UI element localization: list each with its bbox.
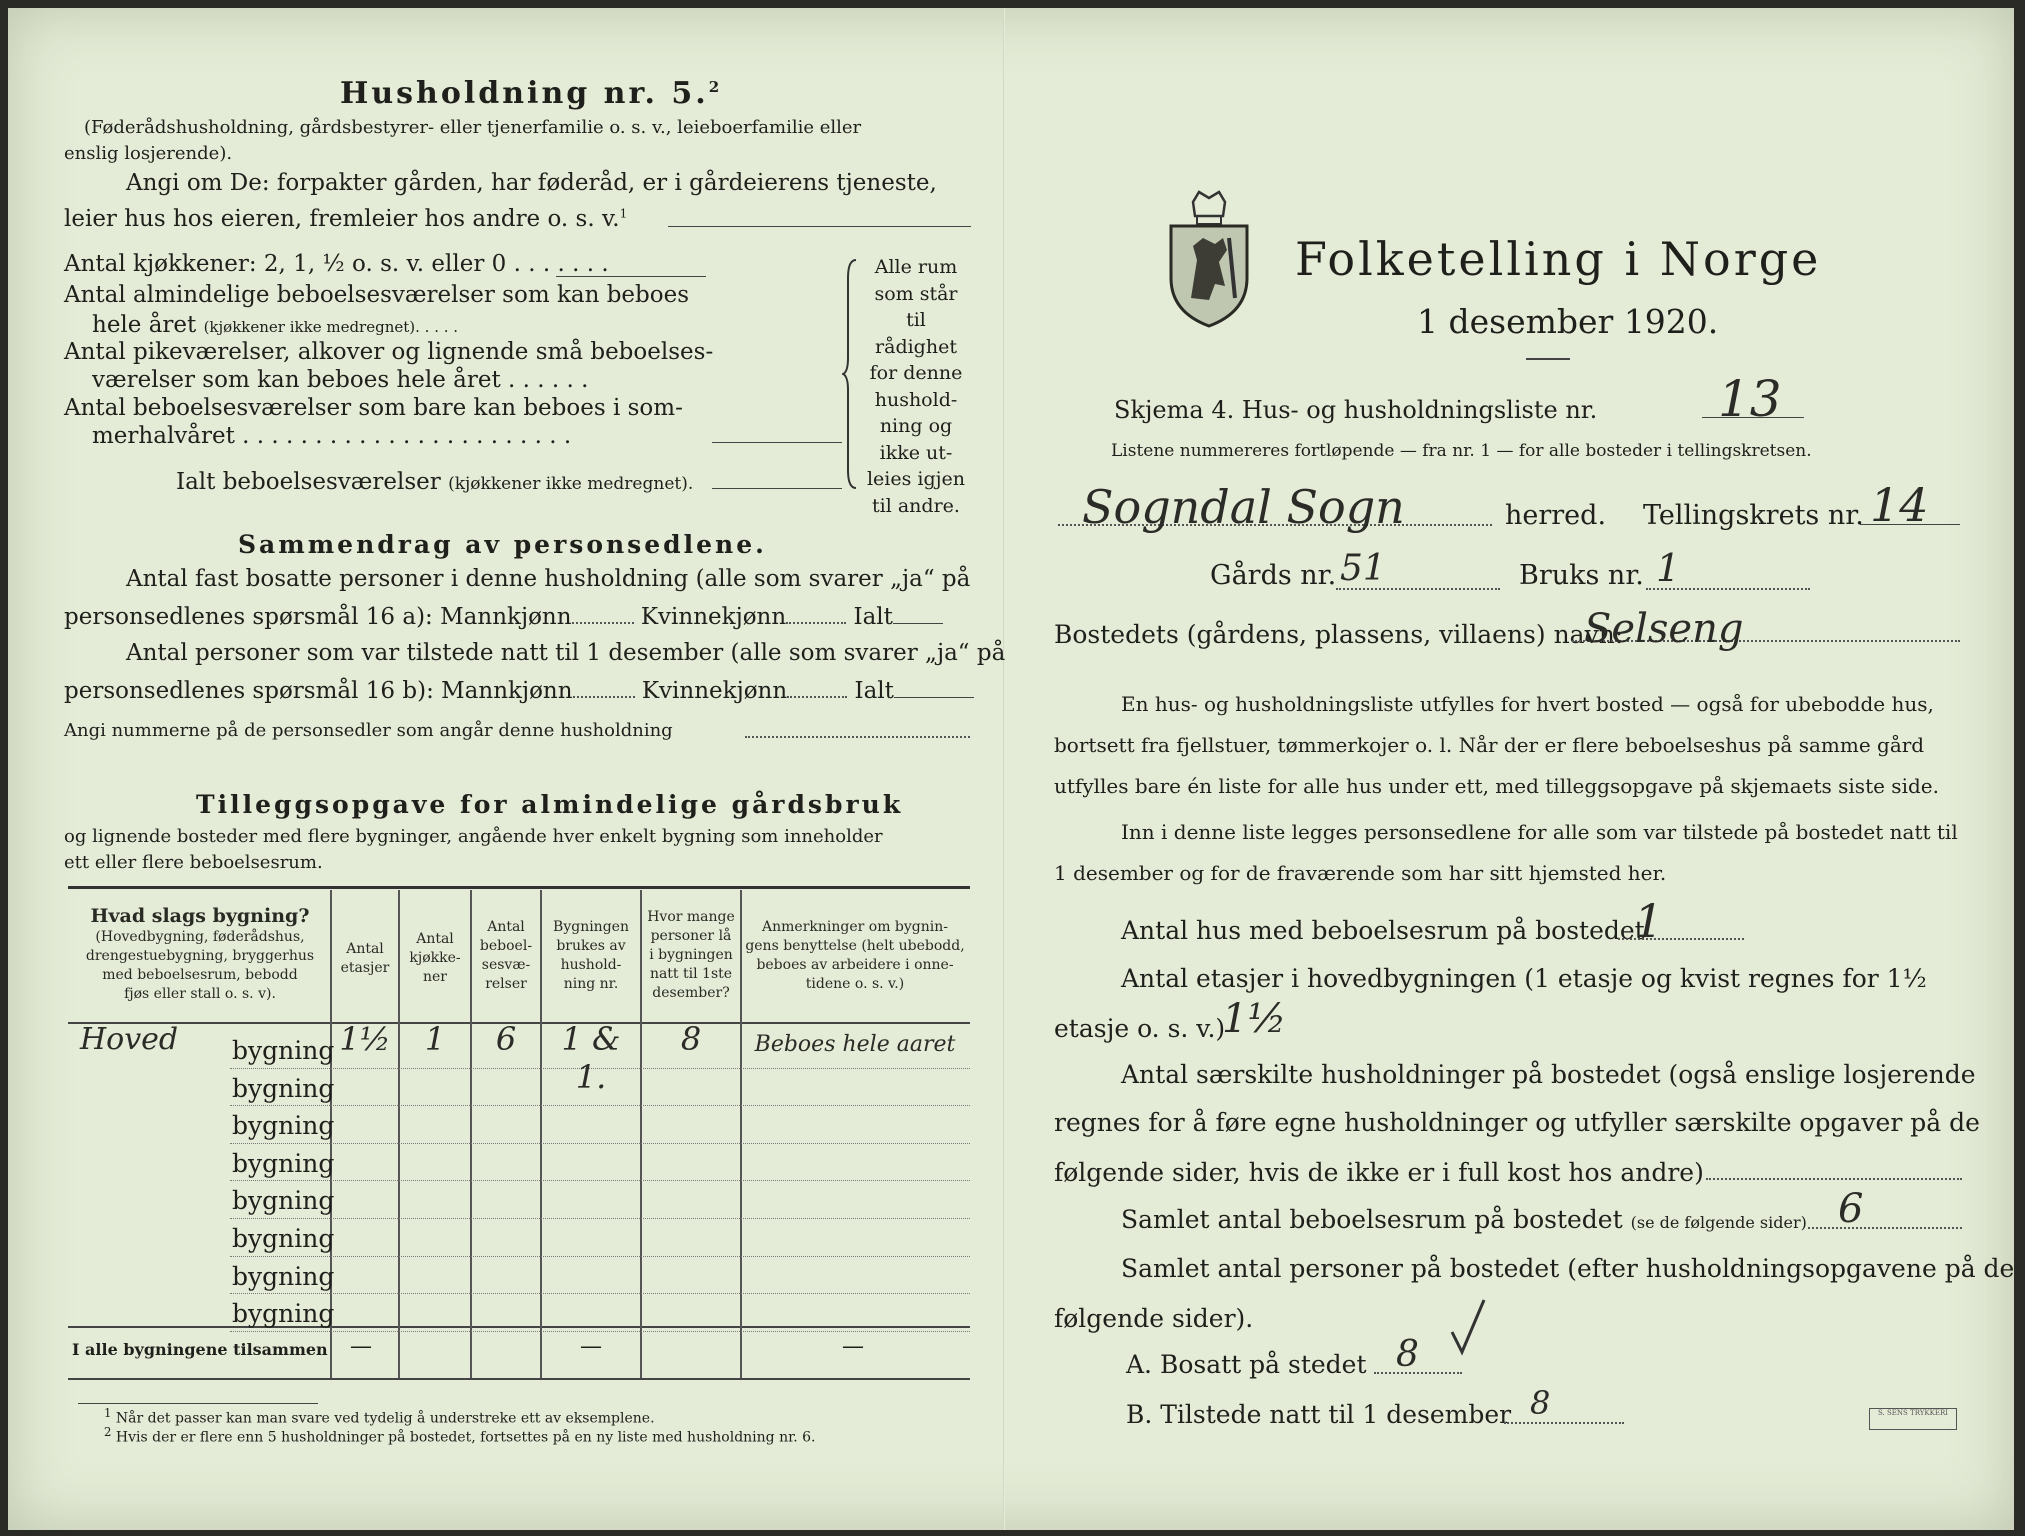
- side-note-line: ning og: [879, 415, 953, 437]
- personer-1: Samlet antal personer på bostedet (efter husholdningsopgavene på de: [1121, 1254, 2015, 1283]
- col-head-line: beboes av arbeidere i onne-: [756, 957, 954, 973]
- total-label: I alle bygningene tilsammen: [72, 1340, 328, 1359]
- row-bygning-label: bygning: [232, 1111, 335, 1141]
- col-head-kjokkener: [400, 930, 470, 987]
- instr-2: bortsett fra fjellstuer, tømmerkojer o. l. Når der er flere beboelseshus på samme gård: [1054, 733, 1925, 757]
- summary-line-4: [64, 678, 974, 704]
- table-row-line: [230, 1180, 970, 1181]
- rum-label-text: Samlet antal beboelsesrum på bostedet: [1121, 1205, 1623, 1234]
- summary-title: Sammendrag av personsedlene.: [238, 530, 767, 559]
- summary-kvinnekjonn-label-2: Kvinnekjønn: [641, 678, 788, 704]
- skjema-label: Skjema 4. Hus- og husholdningsliste nr.: [1114, 396, 1598, 424]
- summary-kvinnekjonn-label: Kvinnekjønn: [640, 604, 787, 630]
- household-subtitle: (Føderådshusholdning, gårdsbestyrer- eller tjenerfamilie o. s. v., leieboerfamilie eller: [84, 117, 862, 138]
- table-row-line: [230, 1105, 970, 1106]
- instr-3: utfylles bare én liste for alle hus under ett, med tilleggsopgave på skjemaets siste side.: [1054, 774, 1939, 798]
- col-head-line: Hvor mange: [647, 909, 735, 925]
- side-note-line: for denne: [869, 362, 963, 384]
- angi-line-2-text: leier hus hos eieren, fremleier hos andre o. s. v.: [64, 206, 620, 232]
- rum-note: (se de følgende sider): [1630, 1213, 1807, 1232]
- rooms-kitchen-note: (kjøkkener ikke medregnet). . . . .: [203, 318, 459, 336]
- census-date: 1 desember 1920.: [1417, 302, 1719, 341]
- tellingskrets-label: Tellingskrets nr.: [1643, 500, 1864, 531]
- row-husholdning-cell: 1 & 1.: [561, 1020, 621, 1096]
- brace-icon: [842, 258, 864, 490]
- rum-value: 6: [1838, 1186, 1864, 1232]
- rooms-small: Antal pikeværelser, alkover og lignende små beboelses-: [64, 339, 714, 365]
- ialt-answer: [893, 623, 943, 624]
- gards-value: 51: [1340, 548, 1386, 589]
- row-vaerelser-cell: 6: [495, 1020, 517, 1058]
- col-head-line: i bygningen: [649, 947, 733, 963]
- summary-ialt-label-2: Ialt: [854, 678, 894, 704]
- row-personer-cell: 8: [680, 1020, 702, 1058]
- col-head-type-line: fjøs eller stall o. s. v).: [124, 986, 276, 1002]
- bosatt-label: A. Bosatt på stedet: [1126, 1350, 1367, 1379]
- col-head-line: hushold-: [560, 957, 622, 973]
- row-bygning-label: bygning: [232, 1186, 335, 1216]
- rooms-hele-aret: hele året: [92, 312, 197, 338]
- kvinnekjonn-answer: [786, 622, 846, 624]
- rum-line: [1808, 1227, 1962, 1229]
- rooms-kitchens: Antal kjøkkener: 2, 1, ½ o. s. v. eller 0 . . . . . . .: [64, 251, 609, 277]
- sarskilte-2: regnes for å føre egne husholdninger og utfyller særskilte opgaver på de: [1054, 1108, 1980, 1137]
- row-building-type: Hoved: [80, 1022, 179, 1057]
- row-etasjer-cell: 1½: [339, 1020, 391, 1058]
- table-row-line: [230, 1331, 970, 1332]
- bosatt-value: 8: [1396, 1334, 1419, 1375]
- ialt-answer-line: [712, 488, 842, 489]
- side-note-line: som står til: [874, 282, 958, 331]
- instr-1: En hus- og husholdningsliste utfylles for hvert bosted — også for ubebodde hus,: [1121, 692, 1934, 716]
- sarskilte-line: [1706, 1178, 1962, 1180]
- side-note-line: hushold-: [874, 388, 958, 411]
- col-head-anmerkninger: [742, 918, 968, 994]
- col-head-line: Antal: [346, 941, 384, 957]
- col-head-line: beboel-: [479, 938, 533, 954]
- col-head-type-line: (Hovedbygning, føderådshus,: [95, 929, 305, 945]
- table-row-line: [230, 1218, 970, 1219]
- side-note-line: til andre.: [872, 494, 960, 517]
- antal-hus-label: Antal hus med beboelsesrum på bostedet: [1121, 916, 1645, 945]
- col-head-line: brukes av: [556, 938, 626, 954]
- rooms-small-cont: værelser som kan beboes hele året . . . . . .: [92, 367, 589, 393]
- bosted-value: Selseng: [1584, 606, 1744, 652]
- col-head-line: Bygningen: [553, 919, 629, 935]
- tillegg-title: Tilleggsopgave for almindelige gårdsbruk: [196, 790, 904, 819]
- col-head-line: kjøkke-: [409, 950, 461, 966]
- antal-hus-value: 1: [1634, 894, 1664, 948]
- total-husholdning: —: [580, 1334, 602, 1359]
- side-note-line: Alle rum: [874, 256, 958, 278]
- col-head-line: Anmerkninger om bygnin-: [762, 919, 948, 935]
- gards-label: Gårds nr.: [1210, 560, 1337, 591]
- side-note-line: ikke ut-: [879, 441, 953, 464]
- table-row-line: [230, 1143, 970, 1144]
- instr-4: Inn i denne liste legges personsedlene for alle som var tilstede på bostedet natt til: [1121, 820, 1958, 844]
- col-head-line: tidene o. s. v.): [805, 976, 905, 992]
- kitchens-answer-line: [556, 276, 706, 277]
- census-title: Folketelling i Norge: [1295, 232, 1822, 286]
- angi-answer-line: [668, 226, 971, 227]
- rooms-ordinary: Antal almindelige beboelsesværelser som kan beboes: [64, 282, 690, 308]
- angi-line-2: [64, 206, 627, 232]
- col-head-type-title: Hvad slags bygning?: [90, 905, 310, 927]
- summary-mannkjonn-label: personsedlenes spørsmål 16 a): Mannkjønn: [64, 604, 572, 630]
- tilstede-label: B. Tilstede natt til 1 desember: [1126, 1400, 1512, 1429]
- title-footnote-mark: 2: [708, 78, 723, 96]
- ialt-label: Ialt beboelsesværelser: [176, 469, 441, 495]
- instr-5: 1 desember og for de fraværende som har sitt hjemsted her.: [1054, 861, 1667, 885]
- angi-footnote-mark: 1: [619, 206, 628, 221]
- summer-answer-line: [712, 442, 842, 443]
- side-note: [866, 254, 966, 519]
- bruks-value: 1: [1656, 546, 1681, 590]
- footnote-1: $^1$ Når det passer kan man svare ved tydelig å understreke ett av eksemplene.: [104, 1406, 655, 1427]
- tilstede-line: [1504, 1422, 1624, 1424]
- col-head-line: Antal: [416, 931, 454, 947]
- page-fold: [1003, 8, 1005, 1530]
- col-head-line: relser: [485, 976, 527, 992]
- side-note-line: rådighet: [875, 335, 957, 358]
- table-row-line: [230, 1293, 970, 1294]
- row-kjokkener-cell: 1: [424, 1020, 446, 1058]
- row-bygning-label: bygning: [232, 1299, 335, 1329]
- tillegg-sub-2: ett eller flere beboelsesrum.: [64, 852, 323, 873]
- ialt-rooms: [176, 469, 693, 495]
- summary-line-5: Angi nummerne på de personsedler som angår denne husholdning: [64, 720, 673, 741]
- row-bygning-label: bygning: [232, 1036, 335, 1065]
- col-head-type-line: drengestuebygning, bryggerhus: [85, 948, 315, 964]
- side-note-line: leies igjen: [866, 468, 966, 490]
- footnote-1-text: Når det passer kan man svare ved tydelig å understreke ett av eksemplene.: [115, 1410, 655, 1427]
- col-head-line: Antal: [487, 919, 525, 935]
- bruks-label: Bruks nr.: [1519, 560, 1644, 591]
- rooms-ordinary-cont: [92, 312, 458, 338]
- mannkjonn-answer: [572, 622, 634, 624]
- col-head-line: etasjer: [340, 960, 390, 976]
- row-anm-cell: Beboes hele aaret: [754, 1032, 956, 1057]
- row-bygning-label: bygning: [232, 1261, 335, 1291]
- angi-line-1: Angi om De: forpakter gården, har føderåd, er i gårdeierens tjeneste,: [126, 170, 937, 196]
- total-etasjer: —: [350, 1334, 372, 1359]
- mannkjonn-answer-2: [573, 696, 635, 698]
- tellingskrets-value: 14: [1870, 478, 1929, 532]
- table-bottom-rule: [68, 1378, 970, 1380]
- tilstede-value: 8: [1530, 1384, 1551, 1422]
- col-head-type: [72, 904, 328, 1004]
- household-subtitle-2: enslig losjerende).: [64, 143, 233, 164]
- listene-note: Listene nummereres fortløpende — fra nr. 1 — for alle bosteder i tellingskretsen.: [1111, 441, 1812, 461]
- footnote-2-text: Hvis der er flere enn 5 husholdninger på bostedet, fortsettes på en ny liste med husholdning nr. 6.: [115, 1429, 816, 1446]
- col-head-line: ner: [423, 969, 447, 985]
- col-head-etasjer: [332, 940, 398, 978]
- col-head-line: natt til 1ste: [649, 966, 733, 982]
- col-head-line: personer lå: [650, 928, 732, 944]
- coat-of-arms-icon: [1163, 190, 1255, 330]
- row-bygning-label: bygning: [232, 1073, 335, 1103]
- etasjer-value: 1½: [1222, 996, 1287, 1042]
- household-title: [340, 76, 722, 111]
- etasjer-label-1: Antal etasjer i hovedbygningen (1 etasje og kvist regnes for 1½: [1121, 964, 1927, 993]
- footnote-2: $^2$ Hvis der er flere enn 5 husholdninger på bostedet, fortsettes på en ny liste med husholdning nr. 6.: [104, 1425, 816, 1446]
- summary-line-2: [64, 604, 943, 630]
- skjema-value: 13: [1718, 370, 1782, 428]
- nummerne-answer-line: [745, 736, 970, 738]
- table-total-rule: [68, 1326, 970, 1328]
- summary-mannkjonn-label-2: personsedlenes spørsmål 16 b): Mannkjønn: [64, 678, 573, 704]
- col-head-vaerelser: [472, 918, 540, 994]
- sarskilte-3: følgende sider, hvis de ikke er i full kost hos andre): [1054, 1158, 1704, 1187]
- footnote-rule: [78, 1403, 318, 1404]
- rooms-summer-cont: merhalvåret . . . . . . . . . . . . . . . . . . . . . . .: [92, 423, 572, 449]
- rum-label: [1121, 1205, 1807, 1234]
- sarskilte-1: Antal særskilte husholdninger på bostedet (også enslige losjerende: [1121, 1060, 1976, 1089]
- herred-label: herred.: [1505, 500, 1607, 531]
- bosted-label: Bostedets (gårdens, plassens, villaens) navn:: [1054, 620, 1624, 649]
- ialt-answer-2: [894, 697, 974, 698]
- checkmark-icon: [1448, 1296, 1488, 1356]
- row-bygning-label: bygning: [232, 1148, 335, 1178]
- col-head-personer: [642, 908, 740, 1003]
- kvinnekjonn-answer-2: [787, 696, 847, 698]
- summary-line-1: Antal fast bosatte personer i denne husholdning (alle som svarer „ja“ på: [126, 566, 971, 592]
- col-head-line: sesvæ-: [481, 957, 531, 973]
- col-head-type-line: med beboelsesrum, bebodd: [102, 967, 298, 983]
- summary-line-3: Antal personer som var tilstede natt til 1 desember (alle som svarer „ja“ på: [126, 640, 1006, 666]
- col-head-line: gens benyttelse (helt ubebodd,: [745, 938, 965, 954]
- row-bygning-label: bygning: [232, 1224, 335, 1253]
- col-head-line: desember?: [652, 985, 730, 1001]
- date-underline: [1526, 358, 1570, 360]
- etasjer-label-2: etasje o. s. v.): [1054, 1014, 1226, 1043]
- summary-ialt-label: Ialt: [853, 604, 893, 630]
- table-row-line: [230, 1256, 970, 1257]
- col-head-husholdning: [542, 918, 640, 994]
- col-head-line: ning nr.: [563, 976, 619, 992]
- personer-2: følgende sider).: [1054, 1304, 1254, 1333]
- ialt-note: (kjøkkener ikke medregnet).: [448, 474, 694, 494]
- tillegg-sub-1: og lignende bosteder med flere bygninger, angående hver enkelt bygning som inneholder: [64, 826, 883, 847]
- rooms-summer: Antal beboelsesværelser som bare kan beboes i som-: [64, 395, 683, 421]
- printer-stamp: S. SENS TRYKKERI: [1869, 1408, 1957, 1430]
- herred-value: Sogndal Sogn: [1082, 480, 1405, 534]
- total-anm: —: [842, 1334, 864, 1359]
- household-title-text: Husholdning nr. 5.: [340, 76, 709, 111]
